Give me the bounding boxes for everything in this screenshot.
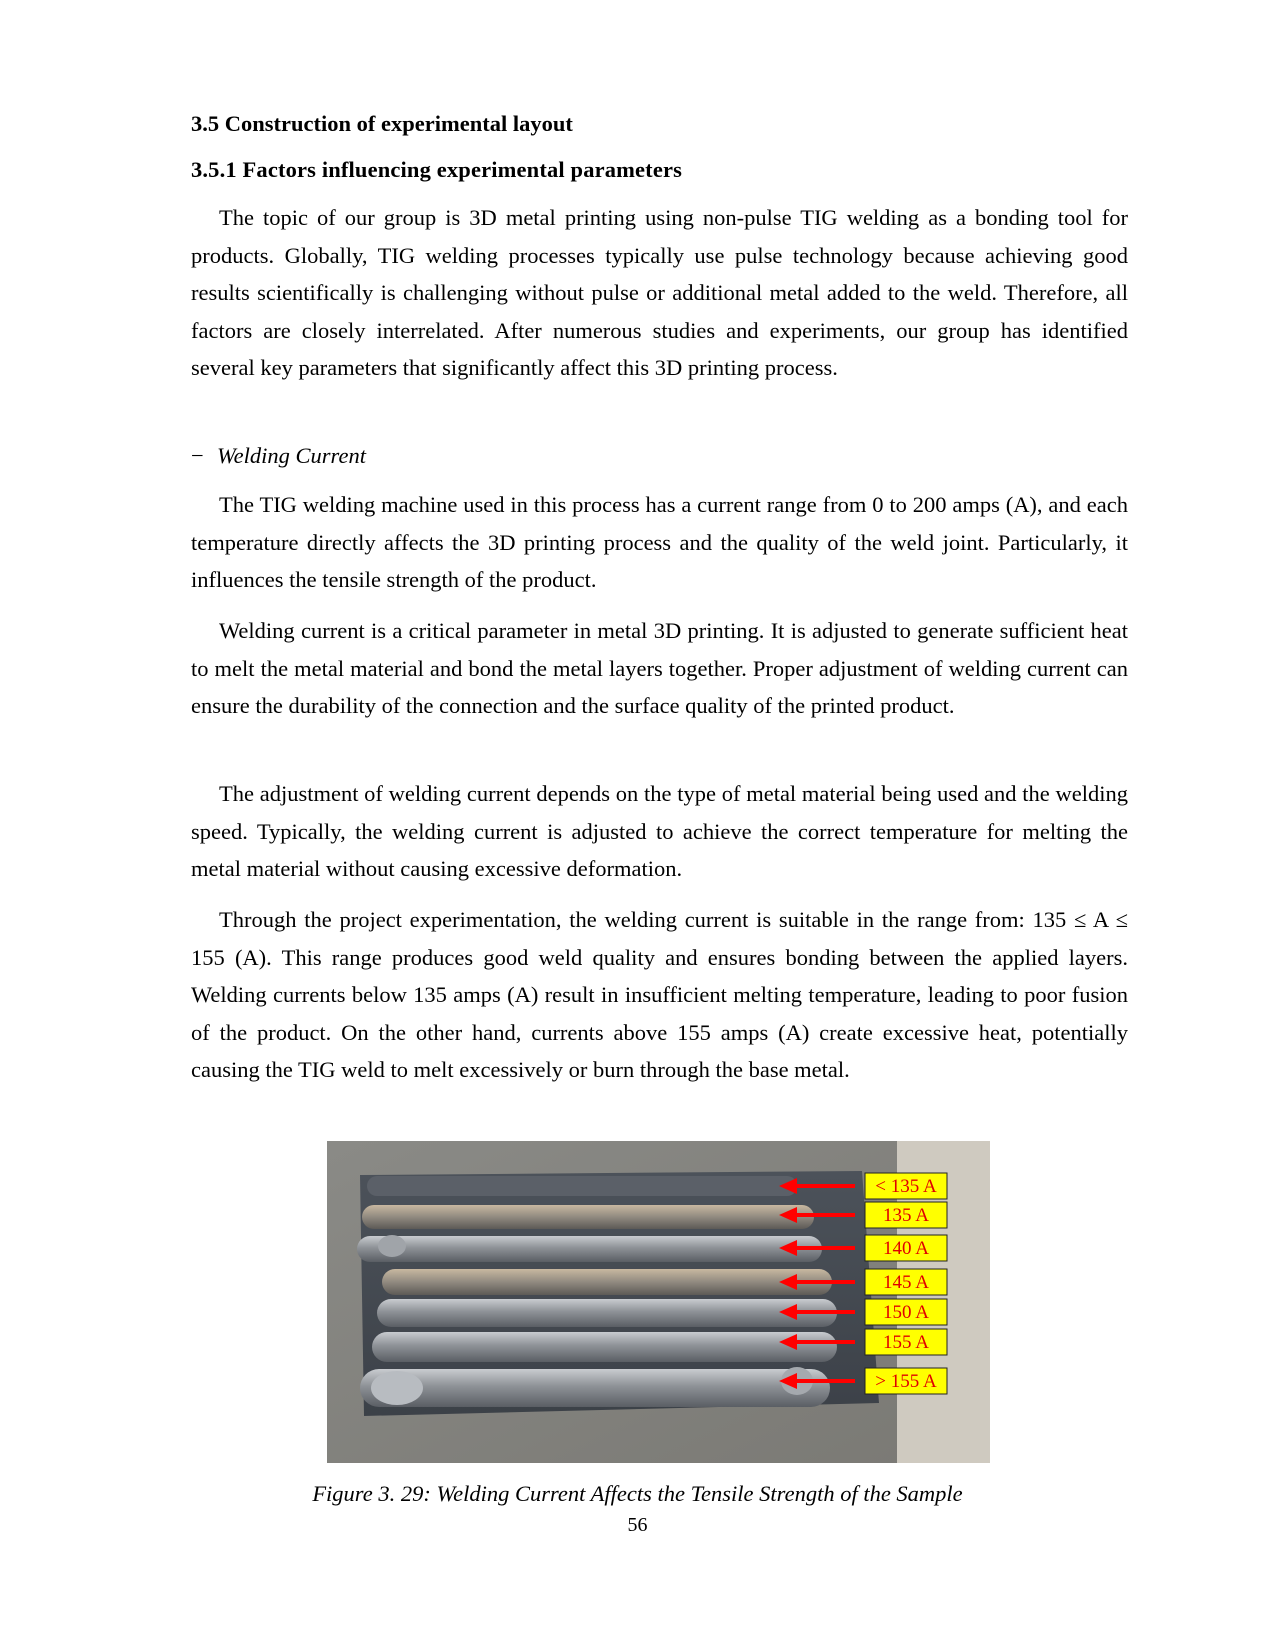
current-label <box>865 1173 947 1199</box>
current-label-text: 150 A <box>883 1302 929 1323</box>
weld-bead <box>382 1269 832 1295</box>
weld-bead <box>367 1176 797 1196</box>
current-label <box>865 1329 947 1355</box>
current-label-text: > 155 A <box>875 1371 937 1392</box>
weld-bead <box>360 1369 830 1407</box>
weld-bead <box>377 1299 837 1327</box>
paragraph-suitable-range: Through the project experimentation, the welding current is suitable in the range from: 135 ≤ A ≤ 155 (A). This range produces good weld quality and ensures bonding between the applied layers. Welding currents below 135 amps (A) result in insufficient melting temperature, leading to poor fusion of the product. On the other hand, currents above 155 amps (A) create excessive heat, potentially causing the TIG weld to melt excessively or burn through the base metal. <box>191 907 1128 1082</box>
section-heading: 3.5 Construction of experimental layout <box>191 111 573 136</box>
current-label-text: 155 A <box>883 1332 929 1353</box>
subsection-heading: 3.5.1 Factors influencing experimental parameters <box>191 157 683 182</box>
weld-beads <box>357 1176 837 1407</box>
current-label <box>865 1299 947 1325</box>
current-label-text: 145 A <box>883 1272 929 1293</box>
paragraph-intro: The topic of our group is 3D metal printing using non-pulse TIG welding as a bonding tool for products. Globally, TIG welding processes typically use pulse technology because achieving good results scientifically is challenging without pulse or additional metal added to the weld. Therefore, all factors are closely interrelated. After numerous studies and experiments, our group has identified several key parameters that significantly affect this 3D printing process. <box>191 205 1128 380</box>
current-label <box>865 1269 947 1295</box>
page-number: 56 <box>627 1514 648 1536</box>
weld-bead <box>372 1332 837 1362</box>
weld-crater <box>371 1371 423 1405</box>
paragraph-critical-parameter: Welding current is a critical parameter in metal 3D printing. It is adjusted to generate sufficient heat to melt the metal material and bond the metal layers together. Proper adjustment of welding current can ensure the durability of the connection and the surface quality of the printed product. <box>191 618 1128 718</box>
current-label <box>865 1202 947 1228</box>
bullet-dash: − <box>191 443 204 468</box>
current-label-text: 135 A <box>883 1205 929 1226</box>
bullet-welding-current <box>191 437 366 475</box>
bullet-label: Welding Current <box>217 443 366 468</box>
current-label-text: 140 A <box>883 1238 929 1259</box>
current-label-text: < 135 A <box>875 1176 937 1197</box>
current-label <box>865 1368 947 1394</box>
paragraph-adjustment: The adjustment of welding current depends on the type of metal material being used and the welding speed. Typically, the welding current is adjusted to achieve the correct temperature for melting the metal material without causing excessive deformation. <box>191 781 1128 881</box>
figure-caption: Figure 3. 29: Welding Current Affects the Tensile Strength of the Sample <box>312 1481 963 1506</box>
weld-crater <box>378 1235 406 1257</box>
current-label <box>865 1235 947 1261</box>
paragraph-machine-range: The TIG welding machine used in this process has a current range from 0 to 200 amps (A), and each temperature directly affects the 3D printing process and the quality of the weld joint. Particularly, it influences the tensile strength of the product. <box>191 492 1128 592</box>
weld-bead <box>357 1236 822 1262</box>
weld-sample-photo <box>327 1141 990 1463</box>
weld-bead <box>362 1205 814 1229</box>
